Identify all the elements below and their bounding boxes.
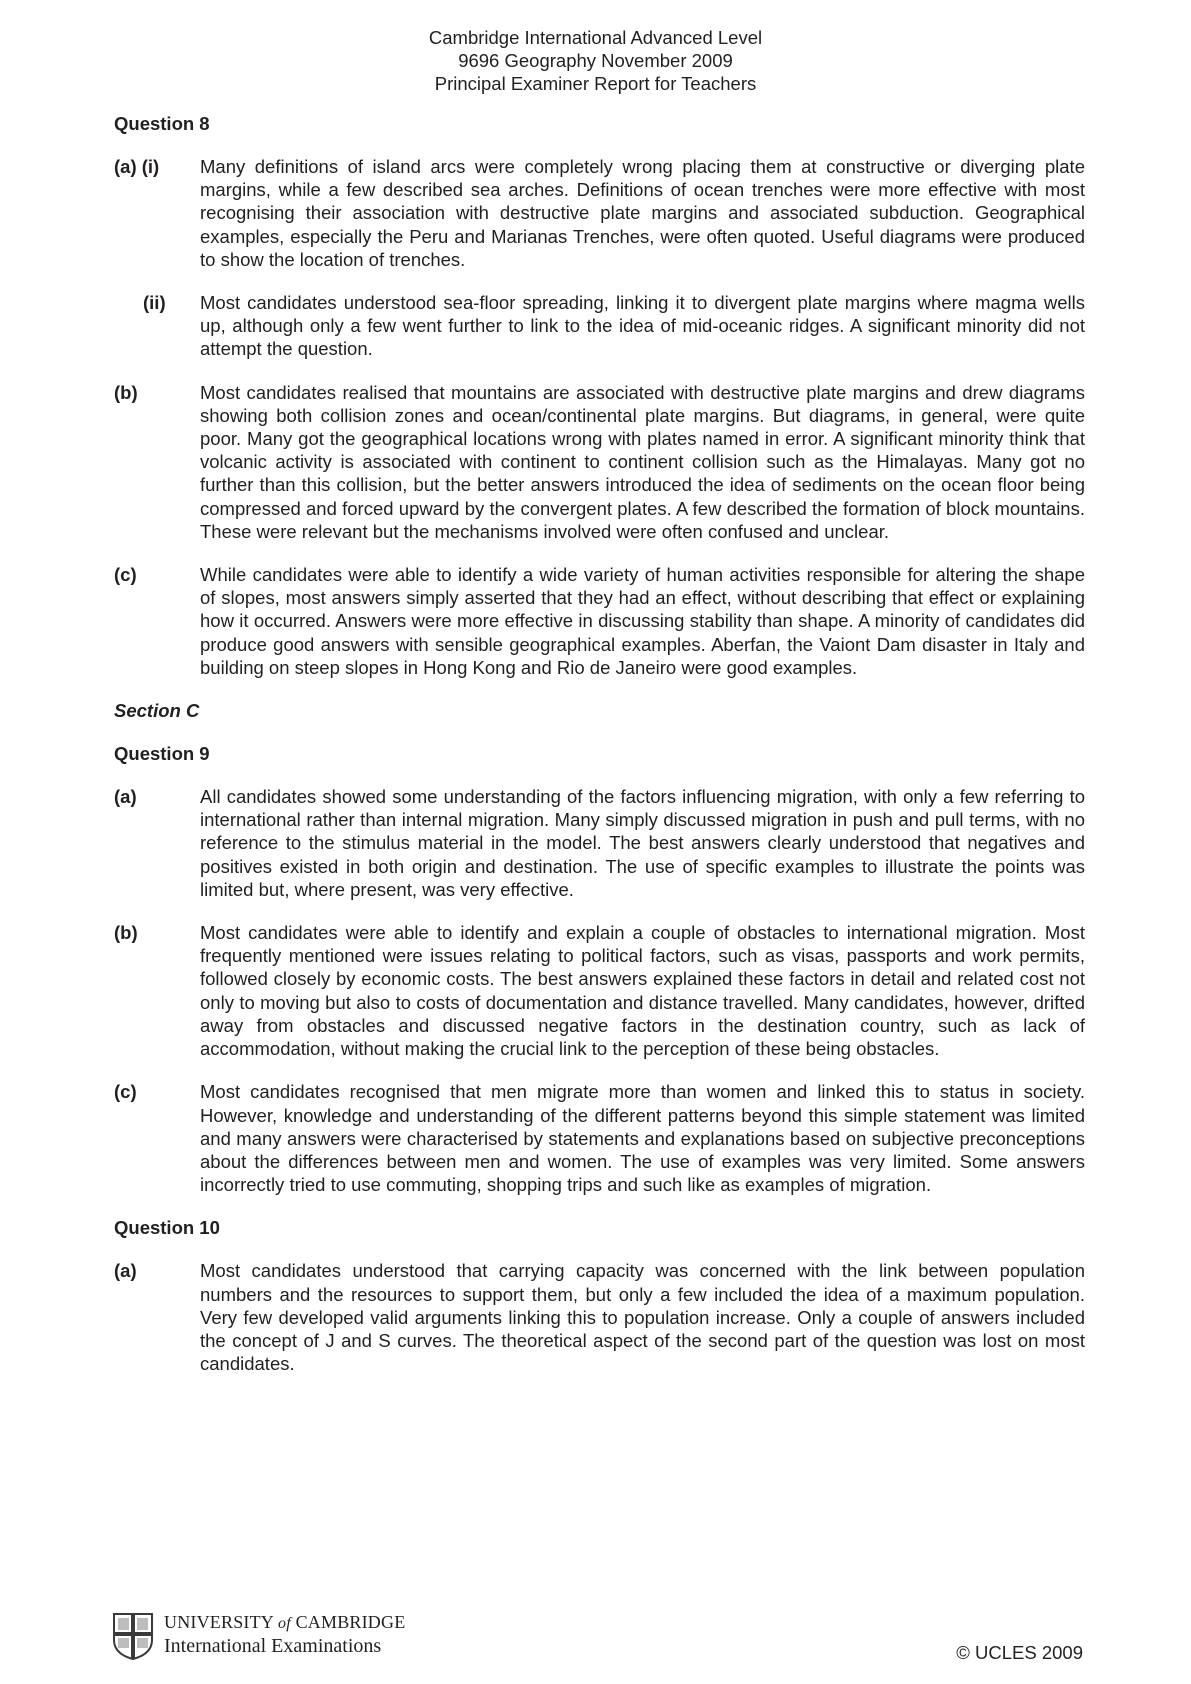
- q8-c: [114, 563, 1085, 679]
- q8-a-i: [114, 155, 1085, 271]
- item-label: (b): [114, 922, 138, 944]
- report-body: [114, 112, 1085, 1375]
- item-text: Many definitions of island arcs were completely wrong placing them at constructive or diverging plate margins, while a few described sea arches. Definitions of ocean trenches were more effective with most recognising their association with destructive plate margins and associated subduction. Geographical examples, especially the Peru and Marianas Trenches, were often quoted. Useful diagrams were produced to show the location of trenches.: [200, 156, 1085, 270]
- q9-b: [114, 921, 1085, 1060]
- copyright-notice: © UCLES 2009: [956, 1642, 1083, 1663]
- logo-line-2: International Examinations: [164, 1635, 382, 1657]
- crest-icon: [112, 1612, 154, 1660]
- item-label: (c): [114, 1081, 137, 1103]
- logo-line-1: UNIVERSITY of CAMBRIDGE: [164, 1612, 406, 1632]
- item-label: (ii): [143, 292, 166, 314]
- item-label: (a): [114, 786, 137, 808]
- item-text: Most candidates understood sea-floor spreading, linking it to divergent plate margins where magma wells up, although only a few went further to link to the idea of mid-oceanic ridges. A significant minority did not attempt the question.: [200, 292, 1085, 360]
- q8-b: [114, 381, 1085, 543]
- header-line-1: Cambridge International Advanced Level: [428, 27, 763, 48]
- cambridge-logo: [112, 1612, 405, 1660]
- item-label: (a) (i): [114, 156, 160, 177]
- q10-a: [114, 1259, 1085, 1375]
- q9-a: [114, 785, 1085, 901]
- question-8-heading: Question 8: [114, 113, 210, 134]
- header-line-2: 9696 Geography November 2009: [458, 50, 733, 71]
- item-label: (b): [114, 381, 138, 403]
- item-text: Most candidates recognised that men migrate more than women and linked this to status in society. However, knowledge and understanding of the different patterns beyond this simple statement was limited and many answers were characterised by statements and explanations based on subjective preconceptions about the differences between men and women. The use of examples was very limited. Some answers incorrectly tried to use commuting, shopping trips and such like as examples of migration.: [200, 1081, 1085, 1196]
- question-9-heading: Question 9: [114, 743, 210, 765]
- item-text: All candidates showed some understanding of the factors influencing migration, with only a few referring to international rather than internal migration. Many simply discussed migration in push and pull terms, with no reference to the stimulus material in the model. The best answers clearly understood that negatives and positives existed in both origin and destination. The use of specific examples to illustrate the points was limited but, where present, was very effective.: [200, 786, 1085, 900]
- item-text: Most candidates understood that carrying capacity was concerned with the link between population numbers and the resources to support them, but only a few included the idea of a maximum population. Very few developed valid arguments linking this to population increase. Only a couple of answers included the concept of J and S curves. The theoretical aspect of the second part of the question was lost on most candidates.: [200, 1260, 1085, 1375]
- item-text: Most candidates realised that mountains are associated with destructive plate margins and drew diagrams showing both collision zones and ocean/continental plate margins. But diagrams, in general, were quite poor. Many got the geographical locations wrong with plates named in error. A significant minority think that volcanic activity is associated with continent to continent collision such as the Himalayas. Many got no further than this collision, but the better answers introduced the idea of sediments on the ocean floor being compressed and forced upward by the convergent plates. A few described the formation of block mountains. These were relevant but the mechanisms involved were often confused and unclear.: [200, 381, 1085, 542]
- section-c-heading: Section C: [114, 700, 200, 722]
- q9-c: [114, 1080, 1085, 1196]
- item-text: While candidates were able to identify a wide variety of human activities responsible for altering the shape of slopes, most answers simply asserted that they had an effect, without describing that effect or explaining how it occurred. Answers were more effective in discussing stability than shape. A minority of candidates did produce good answers with sensible geographical examples. Aberfan, the Vaiont Dam disaster in Italy and building on steep slopes in Hong Kong and Rio de Janeiro were good examples.: [200, 564, 1085, 678]
- item-label: (c): [114, 564, 137, 586]
- page-header: [0, 26, 1191, 95]
- logo-wordmark: [164, 1612, 405, 1658]
- item-label: (a): [114, 1260, 137, 1282]
- q8-a-ii: [114, 291, 1085, 361]
- header-line-3: Principal Examiner Report for Teachers: [434, 73, 757, 94]
- item-text: Most candidates were able to identify and explain a couple of obstacles to international migration. Most frequently mentioned were issues relating to political factors, such as visas, passports and work permits, followed closely by economic costs. The best answers explained these factors in detail and related cost not only to moving but also to costs of documentation and distance travelled. Many candidates, however, drifted away from obstacles and discussed negative factors in the destination country, such as lack of accommodation, without making the crucial link to the perception of these being obstacles.: [200, 922, 1085, 1060]
- question-10-heading: Question 10: [114, 1217, 220, 1239]
